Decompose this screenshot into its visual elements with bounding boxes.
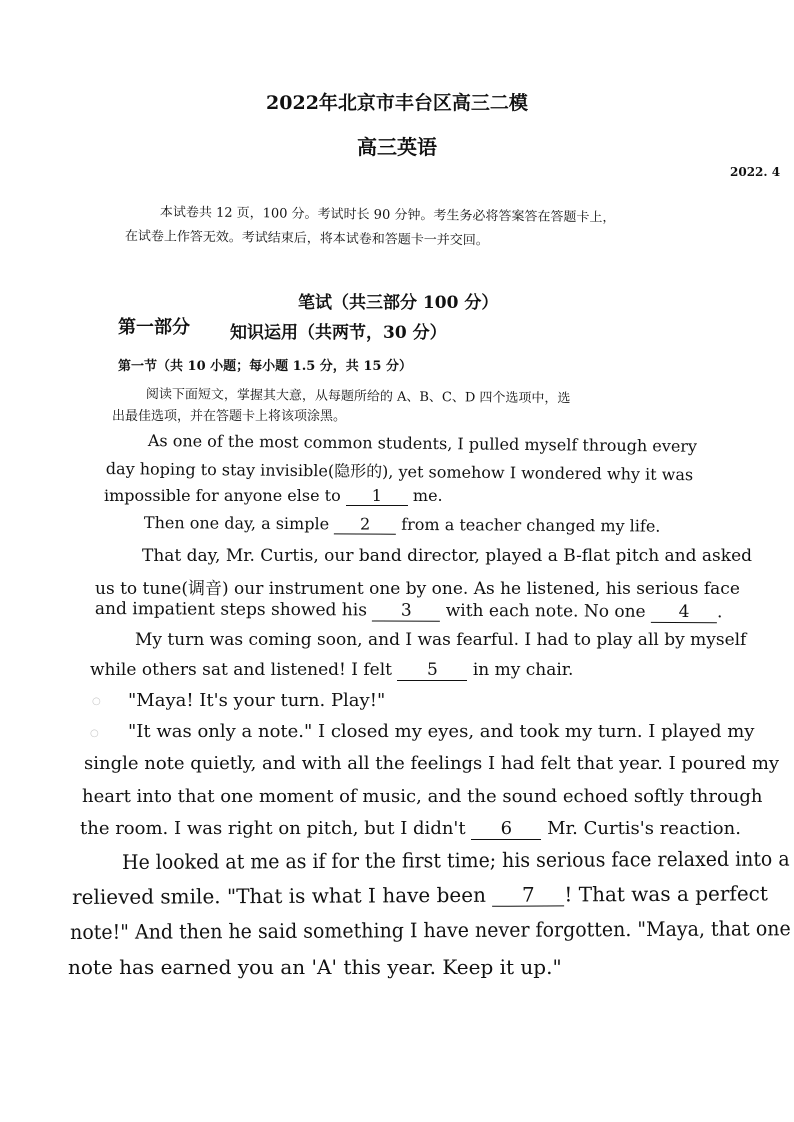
scan-smudge: ○ [92, 696, 101, 707]
passage-line-8: My turn was coming soon, and I was fearful. I had to play all by myself [135, 630, 747, 650]
instructions-line-2: 在试卷上作答无效。考试结束后，将本试卷和答题卡一并交回。 [124, 228, 489, 249]
section-label: 第一节（共 10 小题；每小题 1.5 分，共 15 分） [118, 359, 412, 374]
passage-line-4 [144, 513, 661, 536]
exam-title: 2022年北京市丰台区高三二模 [266, 92, 528, 114]
written-test-label: 笔试（共三部分 100 分） [298, 293, 499, 313]
directions-line-1: 阅读下面短文，掌握其大意，从每题所给的 A、B、C、D 四个选项中，选 [145, 386, 571, 407]
passage-line-6: us to tune(调音) our instrument one by one. As he listened, his serious face [95, 579, 740, 599]
blank-7: 7 [492, 884, 564, 906]
passage-line-11: "It was only a note." I closed my eyes, and took my turn. I played my [128, 721, 755, 742]
passage-line-2: day hoping to stay invisible(隐形的), yet somehow I wondered why it was [105, 458, 694, 485]
passage-text: from a teacher changed my life. [401, 514, 661, 536]
passage-text: the room. I was right on pitch, but I didn't [80, 818, 466, 839]
passage-line-1: As one of the most common students, I pulled myself through every [147, 431, 698, 456]
passage-line-10: "Maya! It's your turn. Play!" [128, 690, 386, 711]
passage-line-17: note!" And then he said something I have never forgotten. "Maya, that one [70, 916, 791, 944]
passage-line-15: He looked at me as if for the first time; his serious face relaxed into a [122, 846, 790, 874]
scan-smudge: ○ [90, 728, 99, 739]
passage-line-9 [90, 660, 573, 681]
passage-line-14 [80, 818, 741, 840]
passage-line-16 [72, 881, 768, 909]
exam-date: 2022. 4 [730, 165, 781, 179]
passage-text: Then one day, a simple [143, 513, 330, 534]
directions-line-2: 出最佳选项，并在答题卡上将该项涂黑。 [112, 409, 347, 424]
part-title: 知识运用（共两节，30 分） [230, 323, 447, 343]
passage-line-18: note has earned you an 'A' this year. Keep it up." [68, 955, 562, 979]
passage-line-12: single note quietly, and with all the feelings I had felt that year. I poured my [84, 753, 780, 774]
passage-line-13: heart into that one moment of music, and the sound echoed softly through [82, 786, 763, 807]
passage-line-3 [104, 486, 443, 506]
passage-text: in my chair. [472, 660, 574, 680]
exam-subject: 高三英语 [357, 135, 437, 159]
passage-text: . [716, 602, 723, 623]
passage-text: and impatient steps showed his [94, 599, 367, 621]
blank-6: 6 [471, 820, 541, 840]
passage-text: me. [412, 486, 443, 505]
part-number: 第一部分 [118, 317, 190, 338]
passage-text: with each note. No one [445, 600, 646, 622]
blank-1: 1 [346, 488, 408, 506]
instructions-line-1: 本试卷共 12 页，100 分。考试时长 90 分钟。考生务必将答案答在答题卡上， [159, 204, 616, 226]
passage-line-7 [95, 599, 723, 623]
passage-text: relieved smile. "That is what I have been [72, 882, 487, 909]
passage-text: Mr. Curtis's reaction. [547, 818, 741, 839]
blank-4: 4 [651, 604, 717, 623]
blank-2: 2 [334, 516, 396, 534]
passage-text: impossible for anyone else to [104, 486, 341, 505]
passage-text: ! That was a perfect [564, 881, 768, 907]
blank-3: 3 [372, 602, 440, 621]
passage-line-5: That day, Mr. Curtis, our band director, played a B-flat pitch and asked [142, 546, 753, 566]
passage-text: while others sat and listened! I felt [90, 660, 392, 680]
blank-5: 5 [397, 662, 467, 681]
